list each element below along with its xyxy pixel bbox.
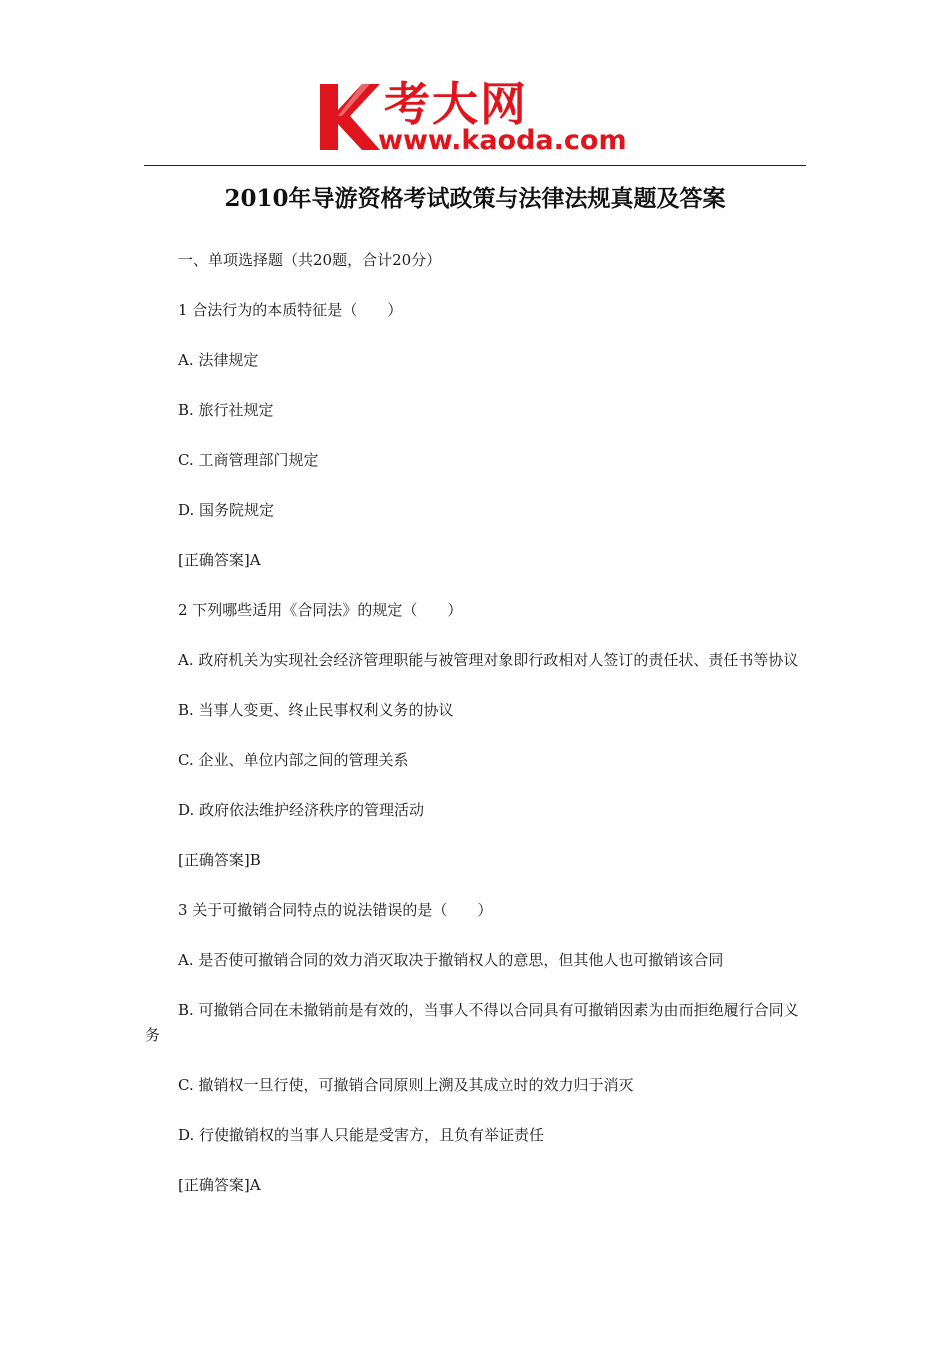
option-a: A. 是否使可撤销合同的效力消灭取决于撤销权人的意思，但其他人也可撤销该合同 xyxy=(178,951,724,969)
option-c: C. 企业、单位内部之间的管理关系 xyxy=(178,751,409,769)
document-body xyxy=(145,248,807,1223)
option-c: C. 撤销权一旦行使，可撤销合同原则上溯及其成立时的效力归于消灭 xyxy=(178,1076,634,1094)
option-d: D. 政府依法维护经济秩序的管理活动 xyxy=(178,801,425,819)
question-stem: 2 下列哪些适用《合同法》的规定（ ） xyxy=(178,601,463,619)
logo-chinese-name: 考大网 xyxy=(384,77,528,131)
correct-answer: [正确答案]B xyxy=(178,851,261,869)
question-1 xyxy=(145,298,807,573)
option-c: C. 工商管理部门规定 xyxy=(178,451,319,469)
logo-url: www.kaoda.com xyxy=(378,125,627,156)
option-b: B. 可撤销合同在未撤销前是有效的，当事人不得以合同具有可撤销因素为由而拒绝履行合同义务 xyxy=(145,1001,799,1044)
logo-k-icon xyxy=(318,80,382,152)
option-a: A. 政府机关为实现社会经济管理职能与被管理对象即行政相对人签订的责任状、责任书等协议 xyxy=(178,651,799,669)
question-2 xyxy=(145,598,807,873)
option-a: A. 法律规定 xyxy=(178,351,259,369)
option-d: D. 行使撤销权的当事人只能是受害方，且负有举证责任 xyxy=(178,1126,545,1144)
section-heading: 一、单项选择题（共20题，合计20分） xyxy=(178,251,442,269)
document-title: 2010年导游资格考试政策与法律法规真题及答案 xyxy=(224,185,726,212)
option-b: B. 当事人变更、终止民事权利义务的协议 xyxy=(178,701,454,719)
correct-answer: [正确答案]A xyxy=(178,1176,261,1194)
question-stem: 3 关于可撤销合同特点的说法错误的是（ ） xyxy=(178,901,493,919)
site-logo[interactable] xyxy=(318,77,643,160)
correct-answer: [正确答案]A xyxy=(178,551,261,569)
option-d: D. 国务院规定 xyxy=(178,501,275,519)
question-3 xyxy=(145,898,807,1198)
question-stem: 1 合法行为的本质特征是（ ） xyxy=(178,301,403,319)
header-divider xyxy=(144,165,806,166)
option-b: B. 旅行社规定 xyxy=(178,401,274,419)
